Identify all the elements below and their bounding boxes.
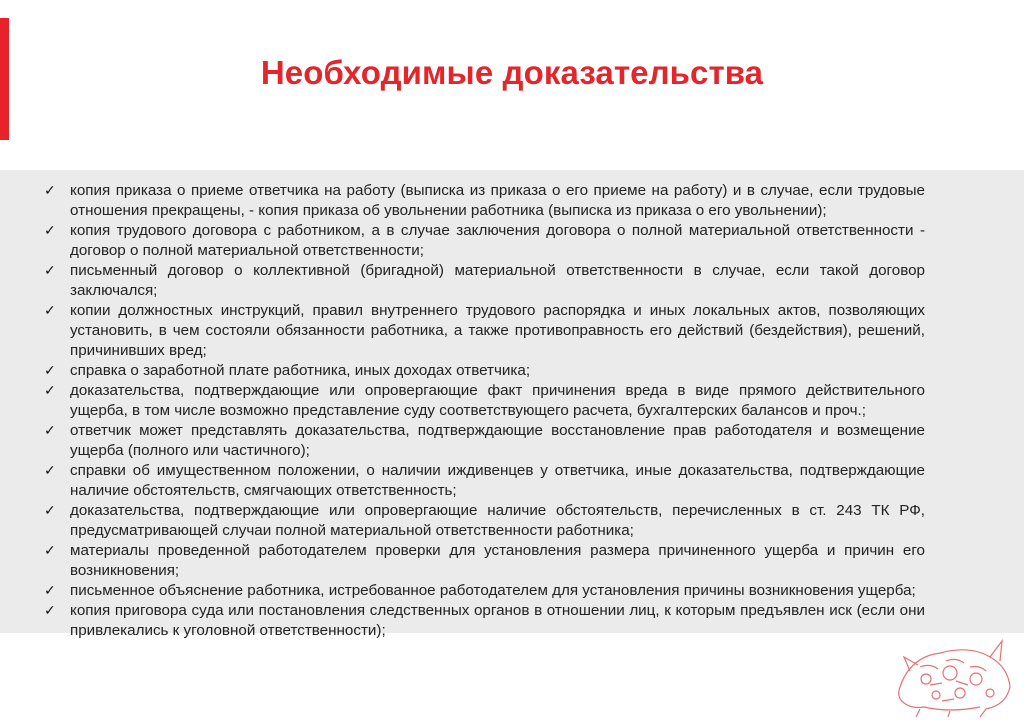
checkmark-icon: ✓ bbox=[44, 223, 56, 239]
checkmark-icon: ✓ bbox=[44, 503, 56, 519]
list-item-text: письменный договор о коллективной (бригадной) материальной ответственности в случае, если такой договор заключался; bbox=[70, 262, 925, 299]
list-item-text: доказательства, подтверждающие или опровергающие факт причинения вреда в виде прямого действительного ущерба, в том числе возможно представление суду соответствующего расчета, бухгалтерских балансов и проч.; bbox=[70, 382, 925, 419]
checkmark-icon: ✓ bbox=[44, 463, 56, 479]
rhino-ornament-icon bbox=[890, 627, 1018, 719]
list-item bbox=[44, 301, 925, 361]
list-item bbox=[44, 181, 925, 221]
list-item-text: письменное объяснение работника, истребованное работодателем для установления причины возникновения ущерба; bbox=[70, 582, 916, 599]
list-item-text: доказательства, подтверждающие или опровергающие наличие обстоятельств, перечисленных в ст. 243 ТК РФ, предусматривающей случаи полной материальной ответственности работника; bbox=[70, 502, 925, 539]
list-item-text: справки об имущественном положении, о наличии иждивенцев у ответчика, иные доказательства, подтверждающие наличие обстоятельств, смягчающих ответственность; bbox=[70, 462, 925, 499]
checkmark-icon: ✓ bbox=[44, 363, 56, 379]
list-item-text: копия трудового договора с работником, а в случае заключения договора о полной материальной ответственности - договор о полной материальной ответственности; bbox=[70, 222, 925, 259]
checkmark-icon: ✓ bbox=[44, 543, 56, 559]
checkmark-icon: ✓ bbox=[44, 303, 56, 319]
list-item bbox=[44, 461, 925, 501]
list-item-text: копия приказа о приеме ответчика на работу (выписка из приказа о его приеме на работу) и в случае, если трудовые отношения прекращены, - копия приказа об увольнении работника (выписка из приказа о его увольнении); bbox=[70, 182, 925, 219]
list-item bbox=[44, 581, 925, 601]
list-item bbox=[44, 221, 925, 261]
list-item bbox=[44, 421, 925, 461]
list-item-text: копия приговора суда или постановления следственных органов в отношении лиц, к которым предъявлен иск (если они привлекались к уголовной ответственности); bbox=[70, 602, 925, 639]
list-item-text: ответчик может представлять доказательства, подтверждающие восстановление прав работодателя и возмещение ущерба (полного или частичного); bbox=[70, 422, 925, 459]
checkmark-icon: ✓ bbox=[44, 583, 56, 599]
list-item-text: копии должностных инструкций, правил внутреннего трудового распорядка и иных локальных актов, позволяющих установить, в чем состояли обязанности работника, а также противоправность его действий (бездействия), решений, причинивших вред; bbox=[70, 302, 925, 359]
list-item-text: материалы проведенной работодателем проверки для установления размера причиненного ущерба и причин его возникновения; bbox=[70, 542, 925, 579]
list-item bbox=[44, 541, 925, 581]
list-item bbox=[44, 261, 925, 301]
list-item bbox=[44, 601, 925, 641]
evidence-list bbox=[44, 181, 925, 641]
checkmark-icon: ✓ bbox=[44, 603, 56, 619]
checkmark-icon: ✓ bbox=[44, 423, 56, 439]
list-item bbox=[44, 501, 925, 541]
list-item-text: справка о заработной плате работника, иных доходах ответчика; bbox=[70, 362, 531, 379]
page-title: Необходимые доказательства bbox=[260, 54, 764, 91]
checkmark-icon: ✓ bbox=[44, 383, 56, 399]
checkmark-icon: ✓ bbox=[44, 263, 56, 279]
list-item bbox=[44, 381, 925, 421]
list-item bbox=[44, 361, 925, 381]
checkmark-icon: ✓ bbox=[44, 183, 56, 199]
